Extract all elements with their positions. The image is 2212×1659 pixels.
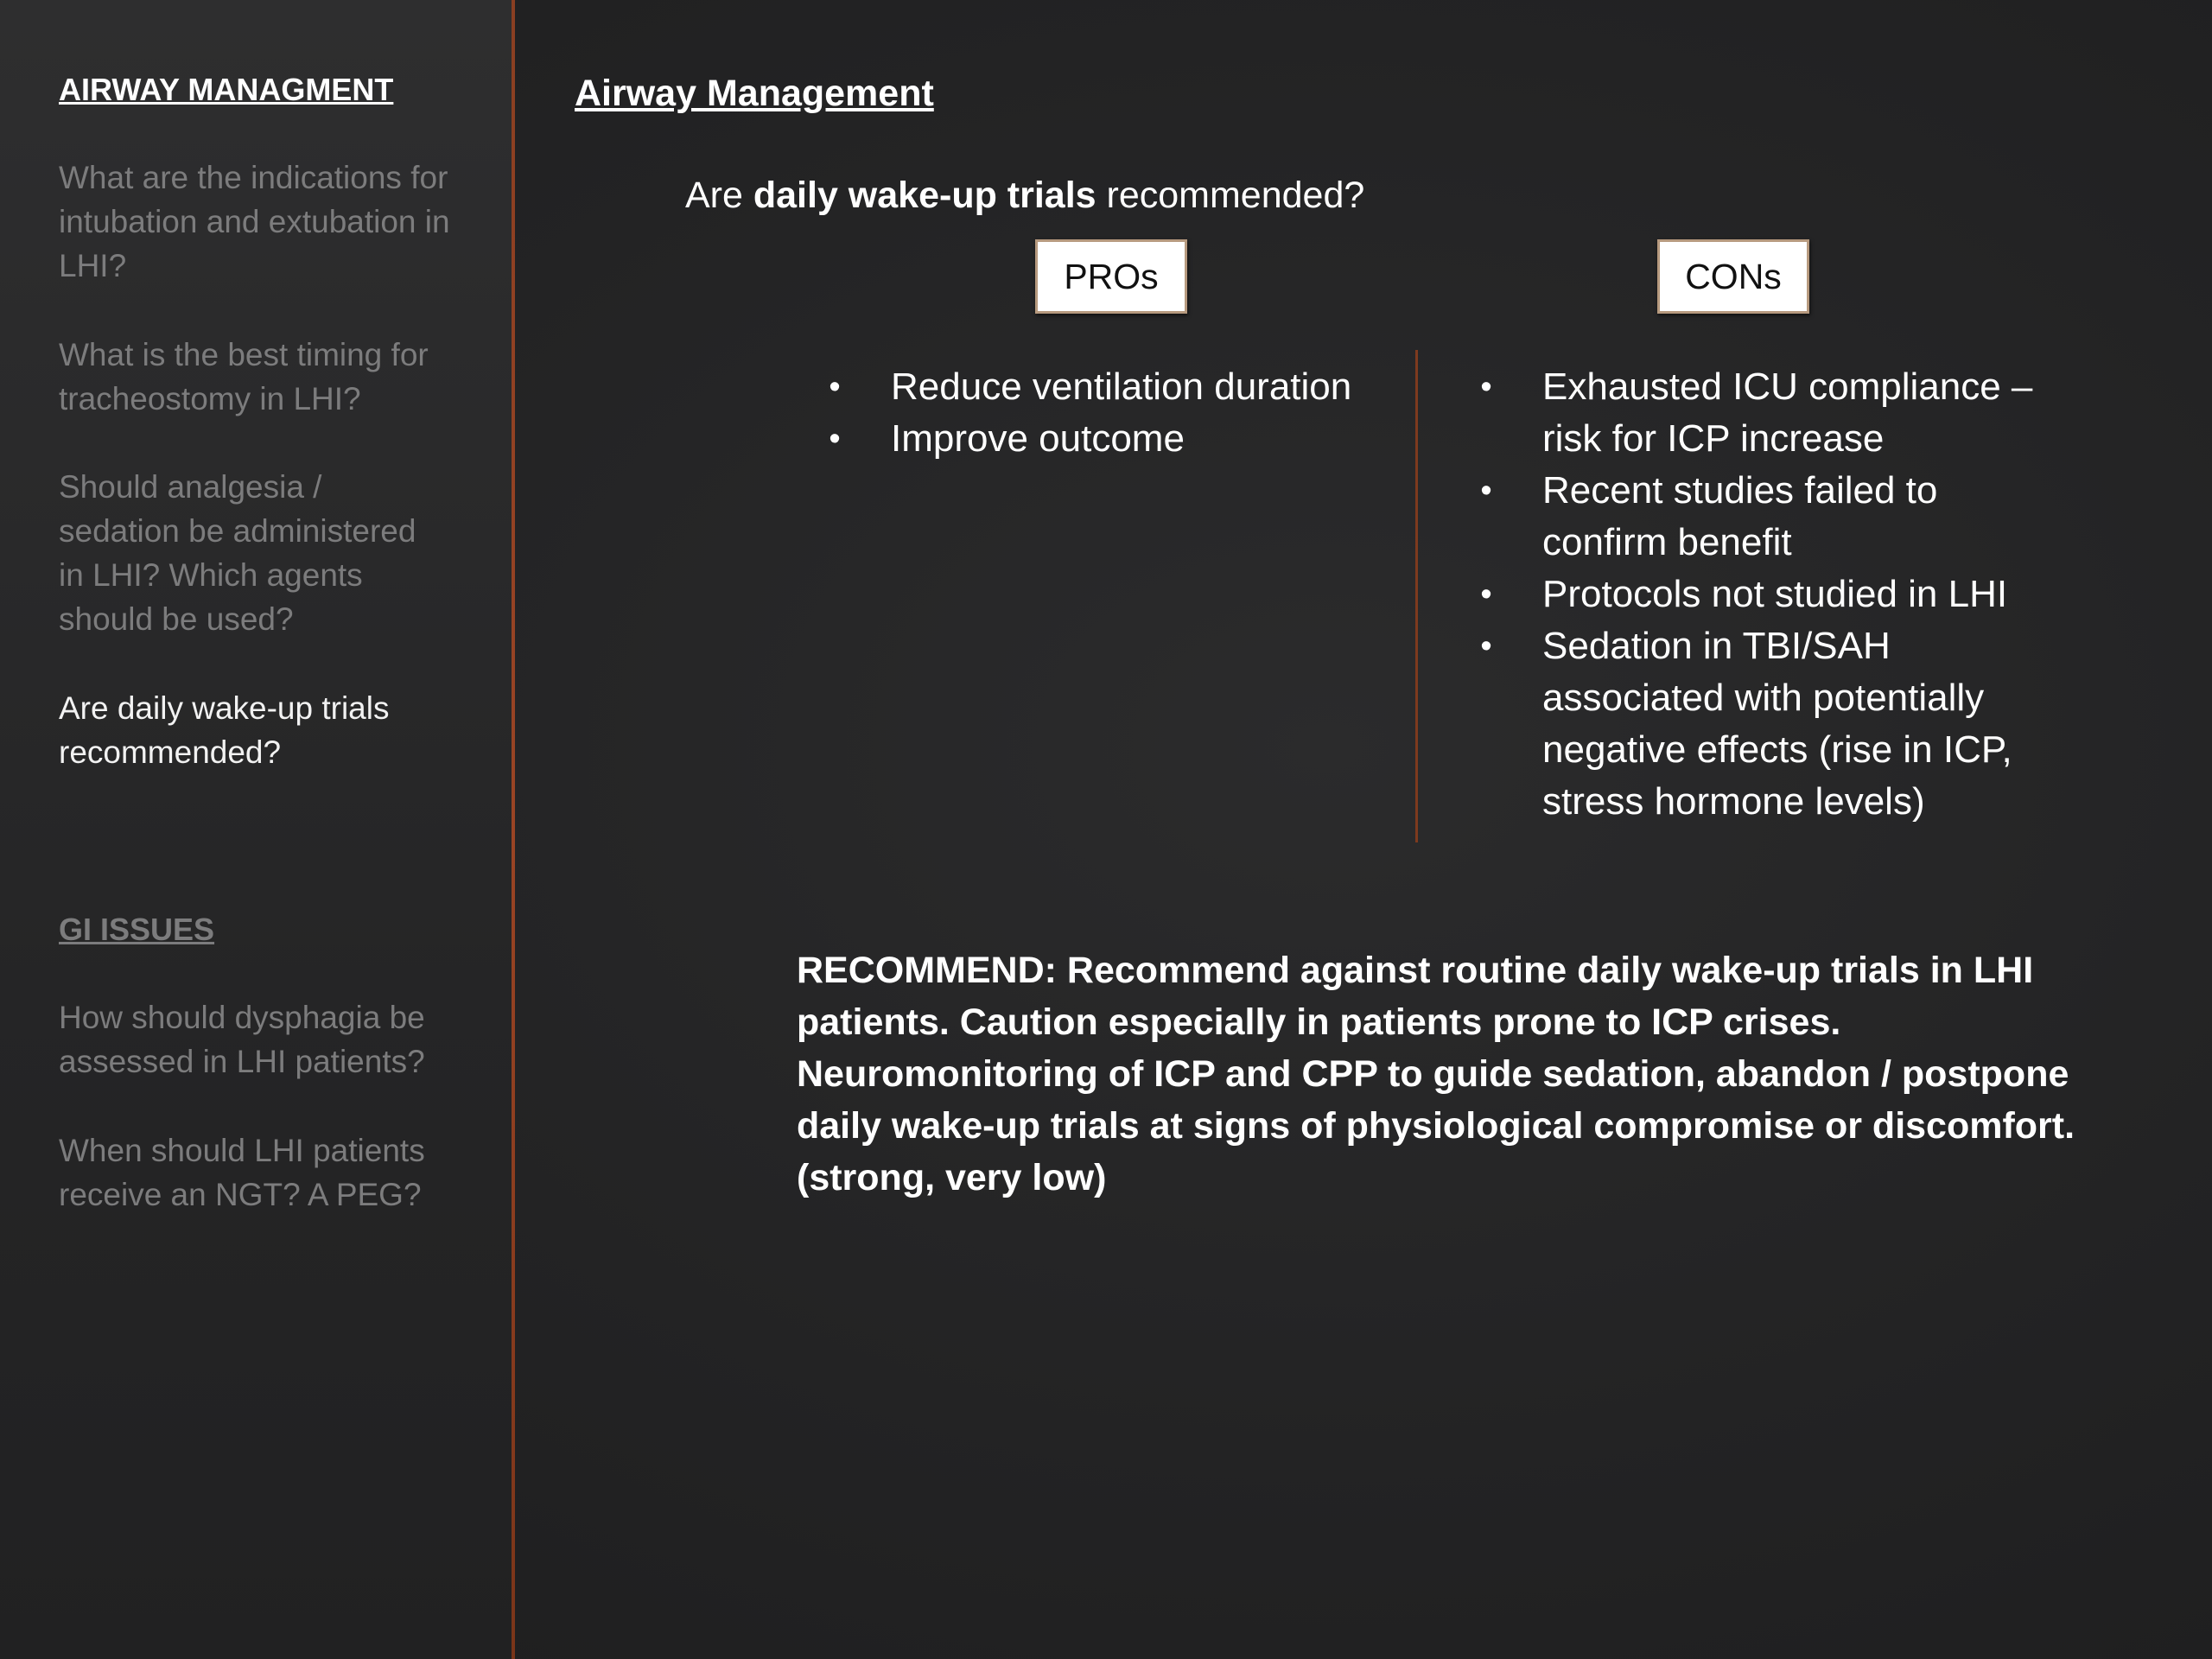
cons-label-box <box>1657 239 1809 314</box>
question-suffix: recommended? <box>1096 175 1365 216</box>
sidebar-heading-airway-management[interactable]: AIRWAY MANAGMENT <box>59 72 394 107</box>
sidebar-item-analgesia-sedation[interactable]: Should analgesia / sedation be administered in LHI? Which agents should be used? <box>59 469 416 637</box>
sidebar-item-wake-up-trials[interactable]: Are daily wake-up trials recommended? <box>59 690 390 770</box>
question-text <box>685 169 1364 221</box>
bullet-icon: • <box>829 421 841 457</box>
bullet-icon: • <box>1480 576 1492 613</box>
pros-item-text: Improve outcome <box>891 417 1185 460</box>
list-item <box>1480 361 2061 465</box>
list-item <box>829 413 1409 465</box>
pros-label-box <box>1035 239 1187 314</box>
question-prefix: Are <box>685 175 753 216</box>
list-item <box>1480 569 2061 620</box>
sidebar-divider <box>512 0 515 1659</box>
bullet-icon: • <box>1480 369 1492 405</box>
cons-list <box>1480 361 2061 828</box>
bullet-icon: • <box>1480 473 1492 509</box>
list-item <box>829 361 1409 413</box>
cons-item-text: Sedation in TBI/SAH associated with potentially negative effects (rise in ICP, stress hormone levels) <box>1542 625 2012 823</box>
page-title: Airway Management <box>575 73 934 114</box>
pros-label: PROs <box>1064 256 1159 296</box>
sidebar-item-dysphagia[interactable]: How should dysphagia be assessed in LHI patients? <box>59 1000 425 1079</box>
cons-label: CONs <box>1685 256 1782 296</box>
sidebar-item-intubation-indications[interactable]: What are the indications for intubation and extubation in LHI? <box>59 160 450 283</box>
cons-item-text: Protocols not studied in LHI <box>1542 573 2008 615</box>
column-divider <box>1415 350 1418 842</box>
bullet-icon: • <box>1480 628 1492 664</box>
sidebar-heading-gi-issues[interactable]: GI ISSUES <box>59 912 215 947</box>
sidebar-item-tracheostomy-timing[interactable]: What is the best timing for tracheostomy in LHI? <box>59 337 429 416</box>
sidebar-item-ngt-peg[interactable]: When should LHI patients receive an NGT? A PEG? <box>59 1133 425 1212</box>
list-item <box>1480 620 2061 828</box>
question-bold: daily wake-up trials <box>753 175 1096 216</box>
bullet-icon: • <box>829 369 841 405</box>
recommendation-text: RECOMMEND: Recommend against routine daily wake-up trials in LHI patients. Caution especially in patients prone to ICP crises. Neuromonitoring of ICP and CPP to guide sedation, abandon / postpone daily wake-up trials at signs of physiological compromise or discomfort. (strong, very low) <box>797 950 2075 1198</box>
list-item <box>1480 465 2061 569</box>
cons-item-text: Exhausted ICU compliance – risk for ICP increase <box>1542 365 2033 460</box>
pros-item-text: Reduce ventilation duration <box>891 365 1352 408</box>
sidebar <box>0 0 512 1659</box>
pros-list <box>829 361 1409 465</box>
cons-item-text: Recent studies failed to confirm benefit <box>1542 469 1938 563</box>
